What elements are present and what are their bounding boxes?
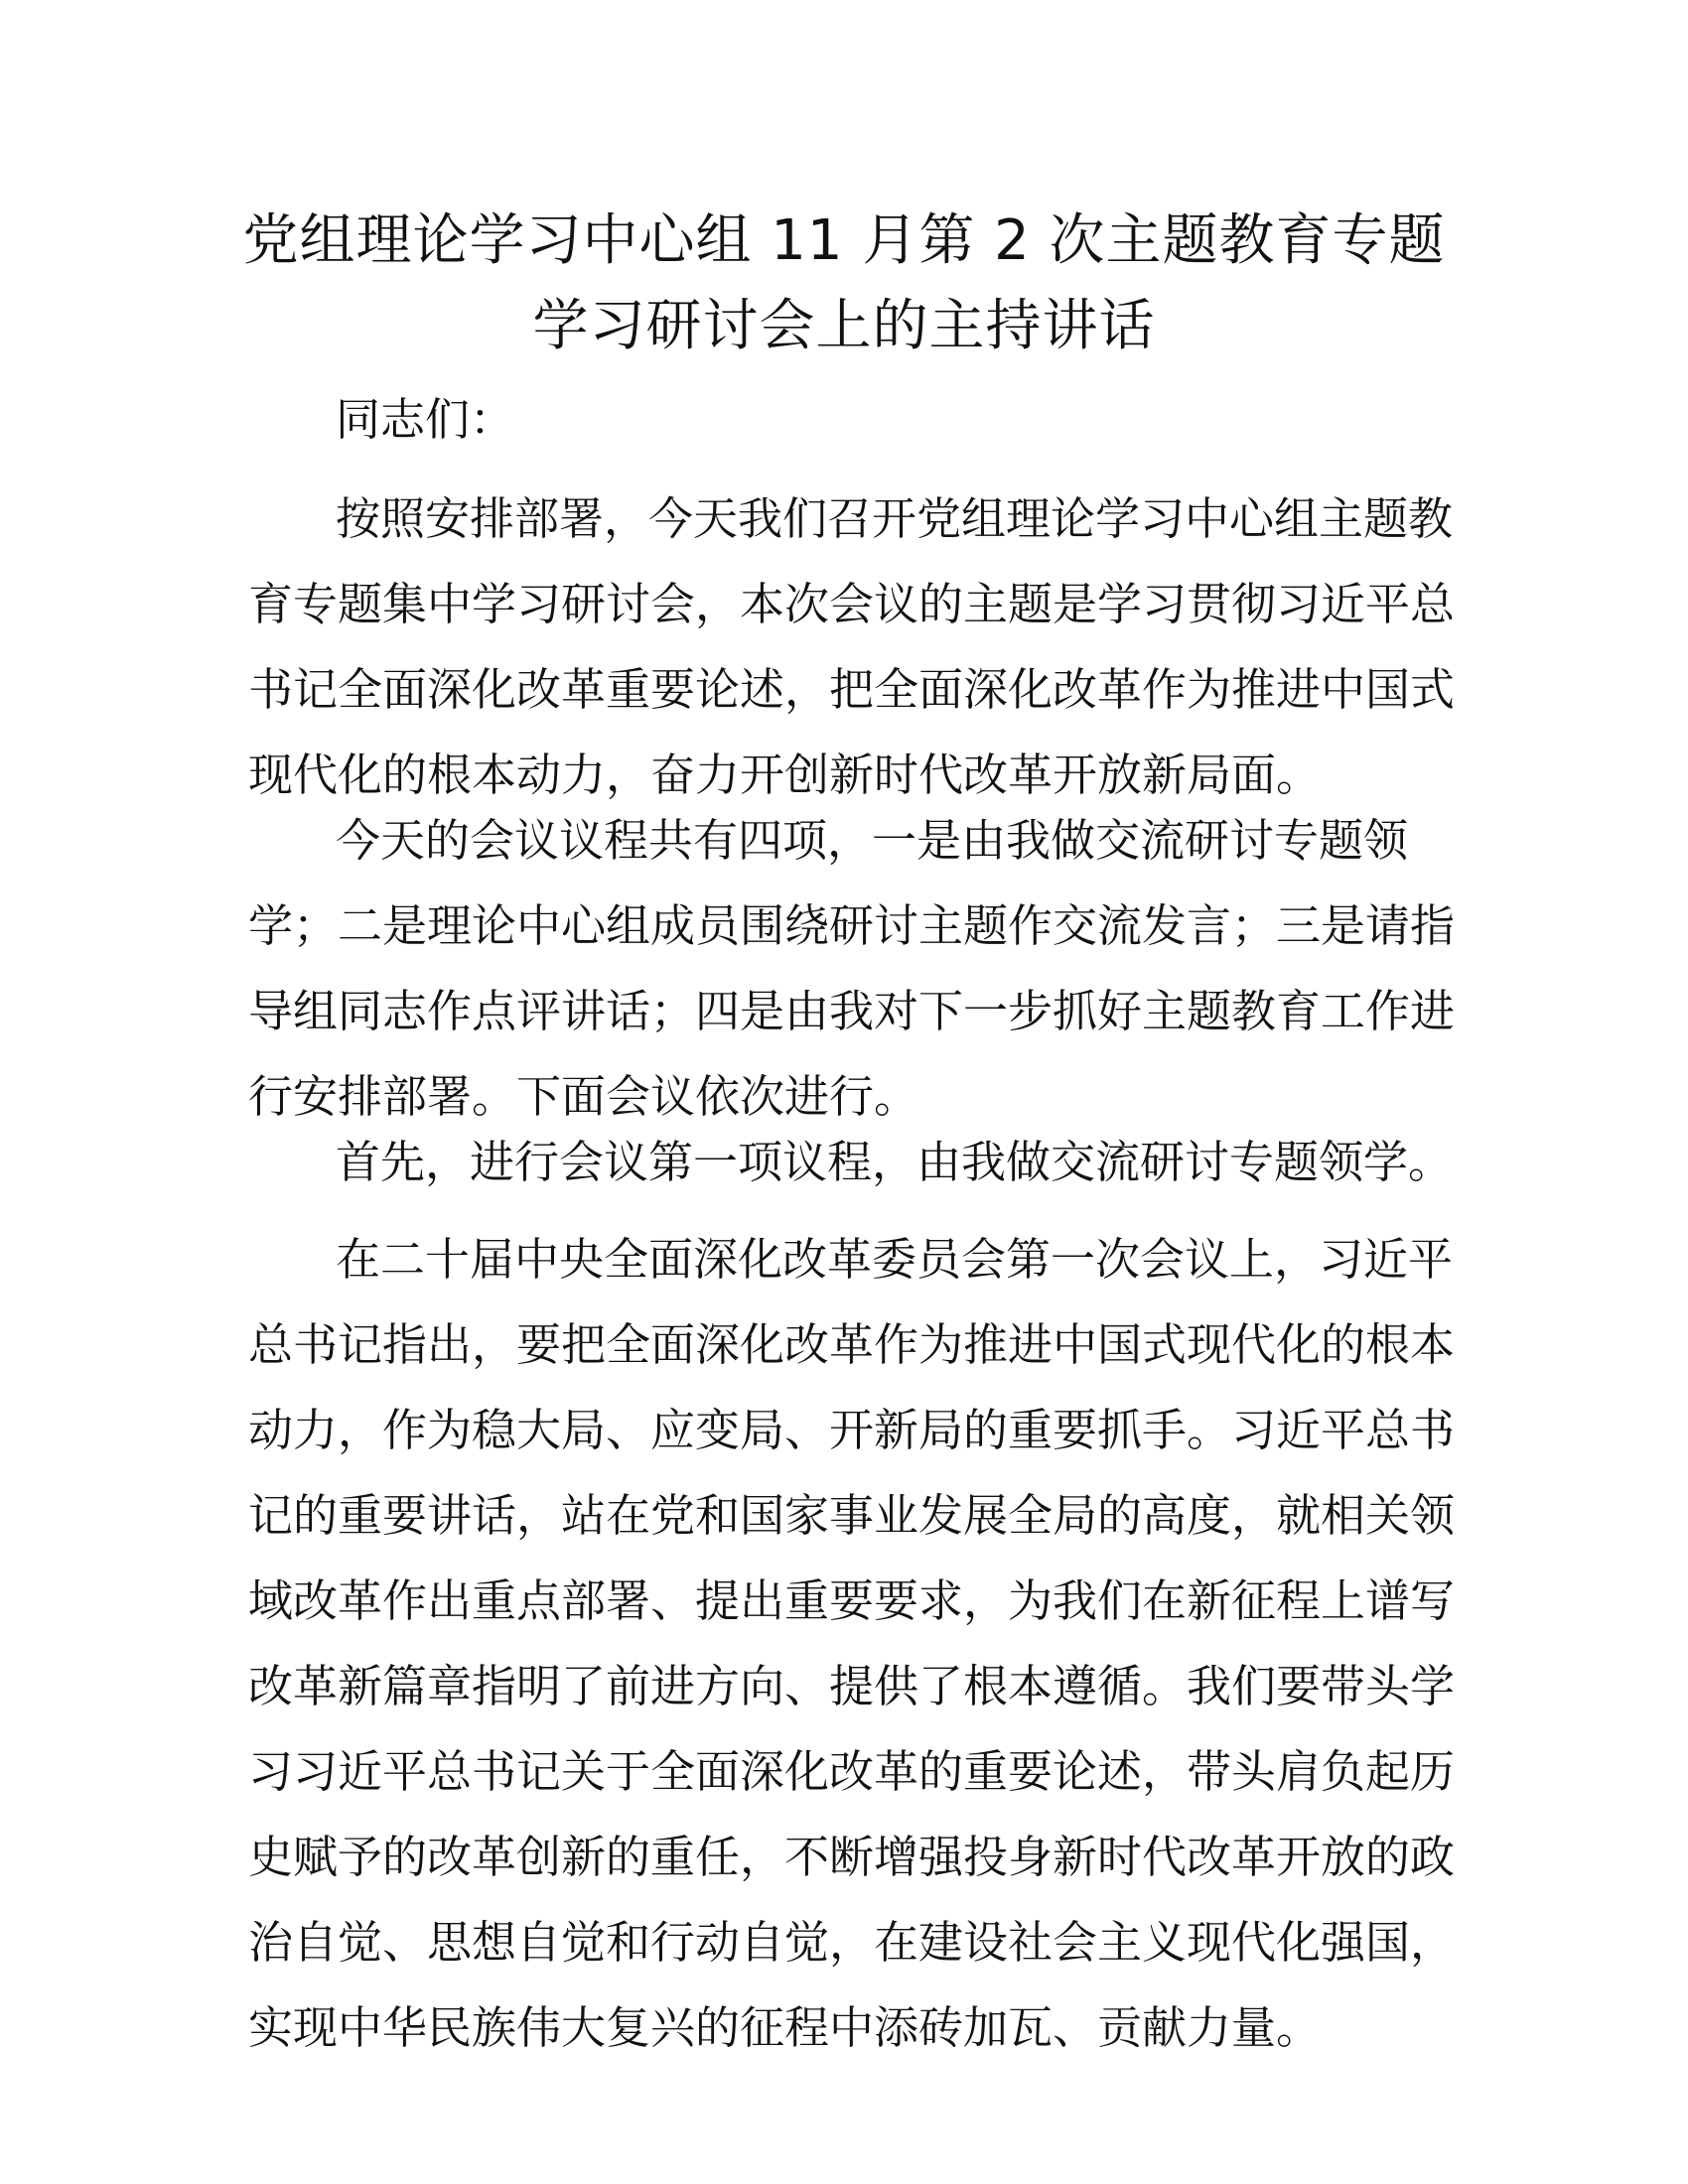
paragraph-line: 治自觉、思想自觉和行动自觉，在建设社会主义现代化强国， — [248, 1916, 1456, 1969]
salutation: 同志们： — [336, 393, 515, 446]
paragraph-2 — [248, 798, 1456, 1140]
paragraph-line: 行安排部署。下面会议依次进行。 — [248, 1070, 919, 1123]
paragraph-line: 改革新篇章指明了前进方向、提供了根本遵循。我们要带头学 — [248, 1660, 1456, 1712]
paragraph-1 — [248, 477, 1456, 818]
paragraph-line: 域改革作出重点部署、提出重要要求，为我们在新征程上谱写 — [248, 1574, 1456, 1627]
paragraph-line: 按照安排部署，今天我们召开党组理论学习中心组主题教 — [336, 492, 1454, 545]
paragraph-line: 首先，进行会议第一项议程，由我做交流研讨专题领学。 — [336, 1136, 1454, 1188]
paragraph-line: 今天的会议议程共有四项，一是由我做交流研讨专题领 — [336, 814, 1409, 867]
paragraph-line: 动力，作为稳大局、应变局、开新局的重要抓手。习近平总书 — [248, 1404, 1456, 1456]
paragraph-line: 总书记指出，要把全面深化改革作为推进中国式现代化的根本 — [248, 1318, 1456, 1371]
paragraph-line: 育专题集中学习研讨会，本次会议的主题是学习贯彻习近平总 — [248, 578, 1456, 630]
paragraph-line: 书记全面深化改革重要论述，把全面深化改革作为推进中国式 — [248, 663, 1456, 716]
title-line-1: 党组理论学习中心组 11 月第 2 次主题教育专题 — [242, 208, 1446, 273]
paragraph-3 — [248, 1120, 1454, 1205]
paragraph-line: 现代化的根本动力，奋力开创新时代改革开放新局面。 — [248, 749, 1322, 801]
paragraph-line: 实现中华民族伟大复兴的征程中添砖加瓦、贡献力量。 — [248, 2001, 1322, 2054]
paragraph-4 — [248, 1217, 1456, 2071]
paragraph-line: 学；二是理论中心组成员围绕研讨主题作交流发言；三是请指 — [248, 899, 1456, 952]
paragraph-line: 记的重要讲话，站在党和国家事业发展全局的高度，就相关领 — [248, 1489, 1456, 1542]
title-line-2: 学习研讨会上的主持讲话 — [532, 294, 1156, 358]
paragraph-line: 导组同志作点评讲话；四是由我对下一步抓好主题教育工作进 — [248, 985, 1456, 1037]
paragraph-line: 习习近平总书记关于全面深化改革的重要论述，带头肩负起历 — [248, 1745, 1456, 1798]
document-title — [228, 199, 1460, 369]
paragraph-line: 在二十届中央全面深化改革委员会第一次会议上，习近平 — [336, 1233, 1454, 1286]
paragraph-line: 史赋予的改革创新的重任，不断增强投身新时代改革开放的政 — [248, 1831, 1456, 1883]
